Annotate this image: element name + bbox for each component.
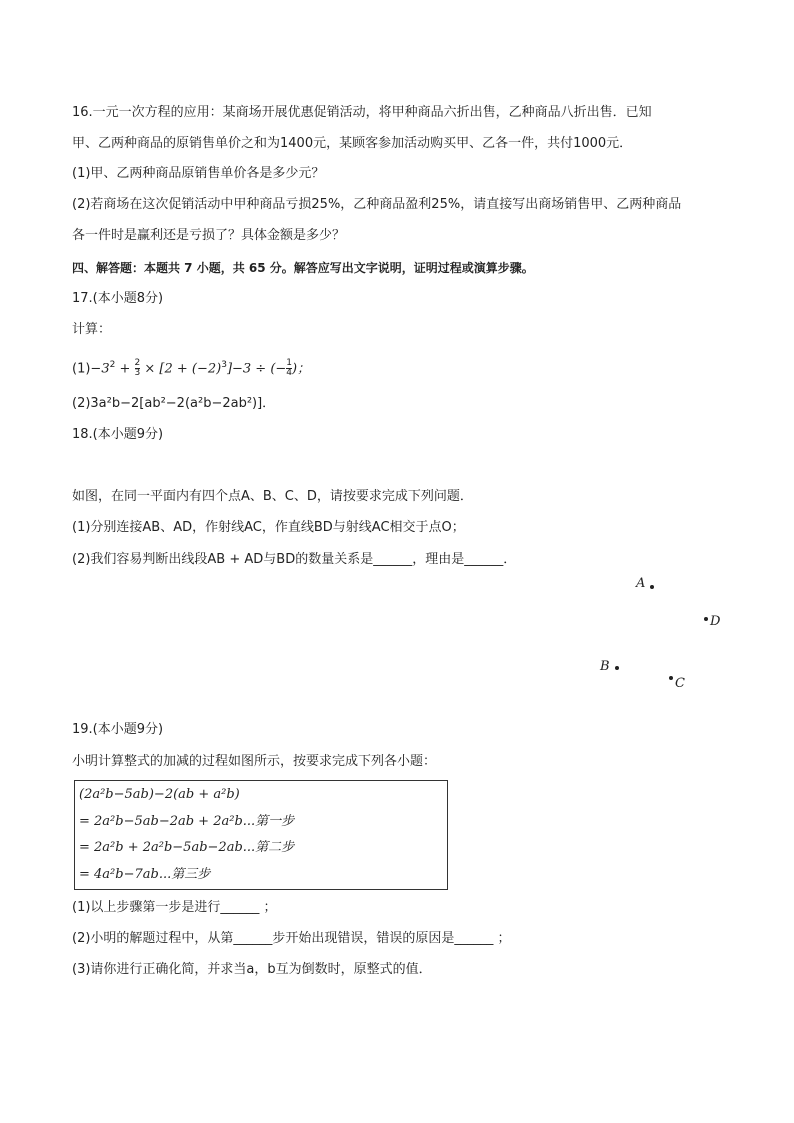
- q19-header: 19.(本小题9分): [72, 722, 164, 737]
- q17-p1-f: ]−3 ÷ (−: [226, 361, 287, 377]
- q17-part2: (2)3a²b−2[ab²−2(a²b−2ab²)]．: [72, 396, 276, 411]
- point-d-label: D: [710, 614, 721, 629]
- q19-part1: (1)以上步骤第一步是进行______ ；: [72, 900, 277, 915]
- q18-part2: (2)我们容易判断出线段AB + AD与BD的数量关系是______，理由是______．: [72, 552, 517, 567]
- point-b-label: B: [600, 659, 610, 674]
- q17-p1-d: × [2 + (−2): [140, 361, 222, 377]
- q18-part1: (1)分别连接AB、AD，作射线AC，作直线BD与射线AC相交于点O；: [72, 520, 465, 535]
- q19-step3: = 4a²b−7ab...第三步: [79, 867, 211, 882]
- q18-header: 18.(本小题9分): [72, 427, 164, 442]
- q19-intro: 小明计算整式的加减的过程如图所示，按要求完成下列各小题：: [72, 754, 437, 769]
- q17-header: 17.(本小题8分): [72, 291, 164, 306]
- q19-step2: = 2a²b + 2a²b−5ab−2ab...第二步: [79, 840, 295, 855]
- q16-line2: 甲、乙两种商品的原销售单价之和为1400元，某顾客参加活动购买甲、乙各一件，共付1000元．: [72, 136, 633, 151]
- q17-p1-label: (1): [72, 361, 91, 377]
- point-d-dot: [704, 617, 708, 621]
- point-a-dot: [650, 585, 654, 589]
- q16-part2b: 各一件时是赢利还是亏损了？具体金额是多少？: [72, 228, 346, 243]
- q19-work-box: [74, 780, 448, 890]
- frac-num: 1: [286, 358, 293, 369]
- section4-heading: 四、解答题：本题共 7 小题，共 65 分。解答应写出文字说明，证明过程或演算步骤。: [72, 261, 534, 275]
- point-c-label: C: [675, 676, 685, 691]
- q17-part1: [72, 355, 310, 379]
- q17-p1-h: )；: [292, 361, 311, 377]
- point-a-label: A: [636, 576, 646, 591]
- q16-line1: 16.一元一次方程的应用：某商场开展优惠促销活动，将甲种商品六折出售，乙种商品八折出售．已知: [72, 105, 652, 120]
- point-c-dot: [669, 676, 673, 680]
- q17-p1-c: +: [115, 361, 135, 377]
- q16-part2a: (2)若商场在这次促销活动中甲种商品亏损25%，乙种商品盈利25%，请直接写出商场销售甲、乙两种商品: [72, 197, 682, 212]
- q18-intro: 如图，在同一平面内有四个点A、B、C、D，请按要求完成下列问题．: [72, 489, 473, 504]
- q17-intro: 计算：: [72, 322, 112, 337]
- q17-p1-e: 3: [221, 360, 227, 370]
- q16-part1: (1)甲、乙两种商品原销售单价各是多少元？: [72, 166, 325, 181]
- frac-den: 3: [134, 368, 141, 379]
- q17-p1-b: 2: [109, 360, 116, 370]
- q19-step0: (2a²b−5ab)−2(ab + a²b): [79, 787, 240, 802]
- q19-part3: (3)请你进行正确化简，并求当a，b互为倒数时，原整式的值．: [72, 962, 432, 977]
- q19-part2: (2)小明的解题过程中，从第______步开始出现错误，错误的原因是______ ；: [72, 931, 511, 946]
- q19-step1: = 2a²b−5ab−2ab + 2a²b...第一步: [79, 814, 295, 829]
- frac-den: 4: [286, 368, 293, 379]
- point-b-dot: [615, 666, 619, 670]
- frac-num: 2: [134, 358, 141, 369]
- q17-p1-a: −3: [90, 361, 110, 377]
